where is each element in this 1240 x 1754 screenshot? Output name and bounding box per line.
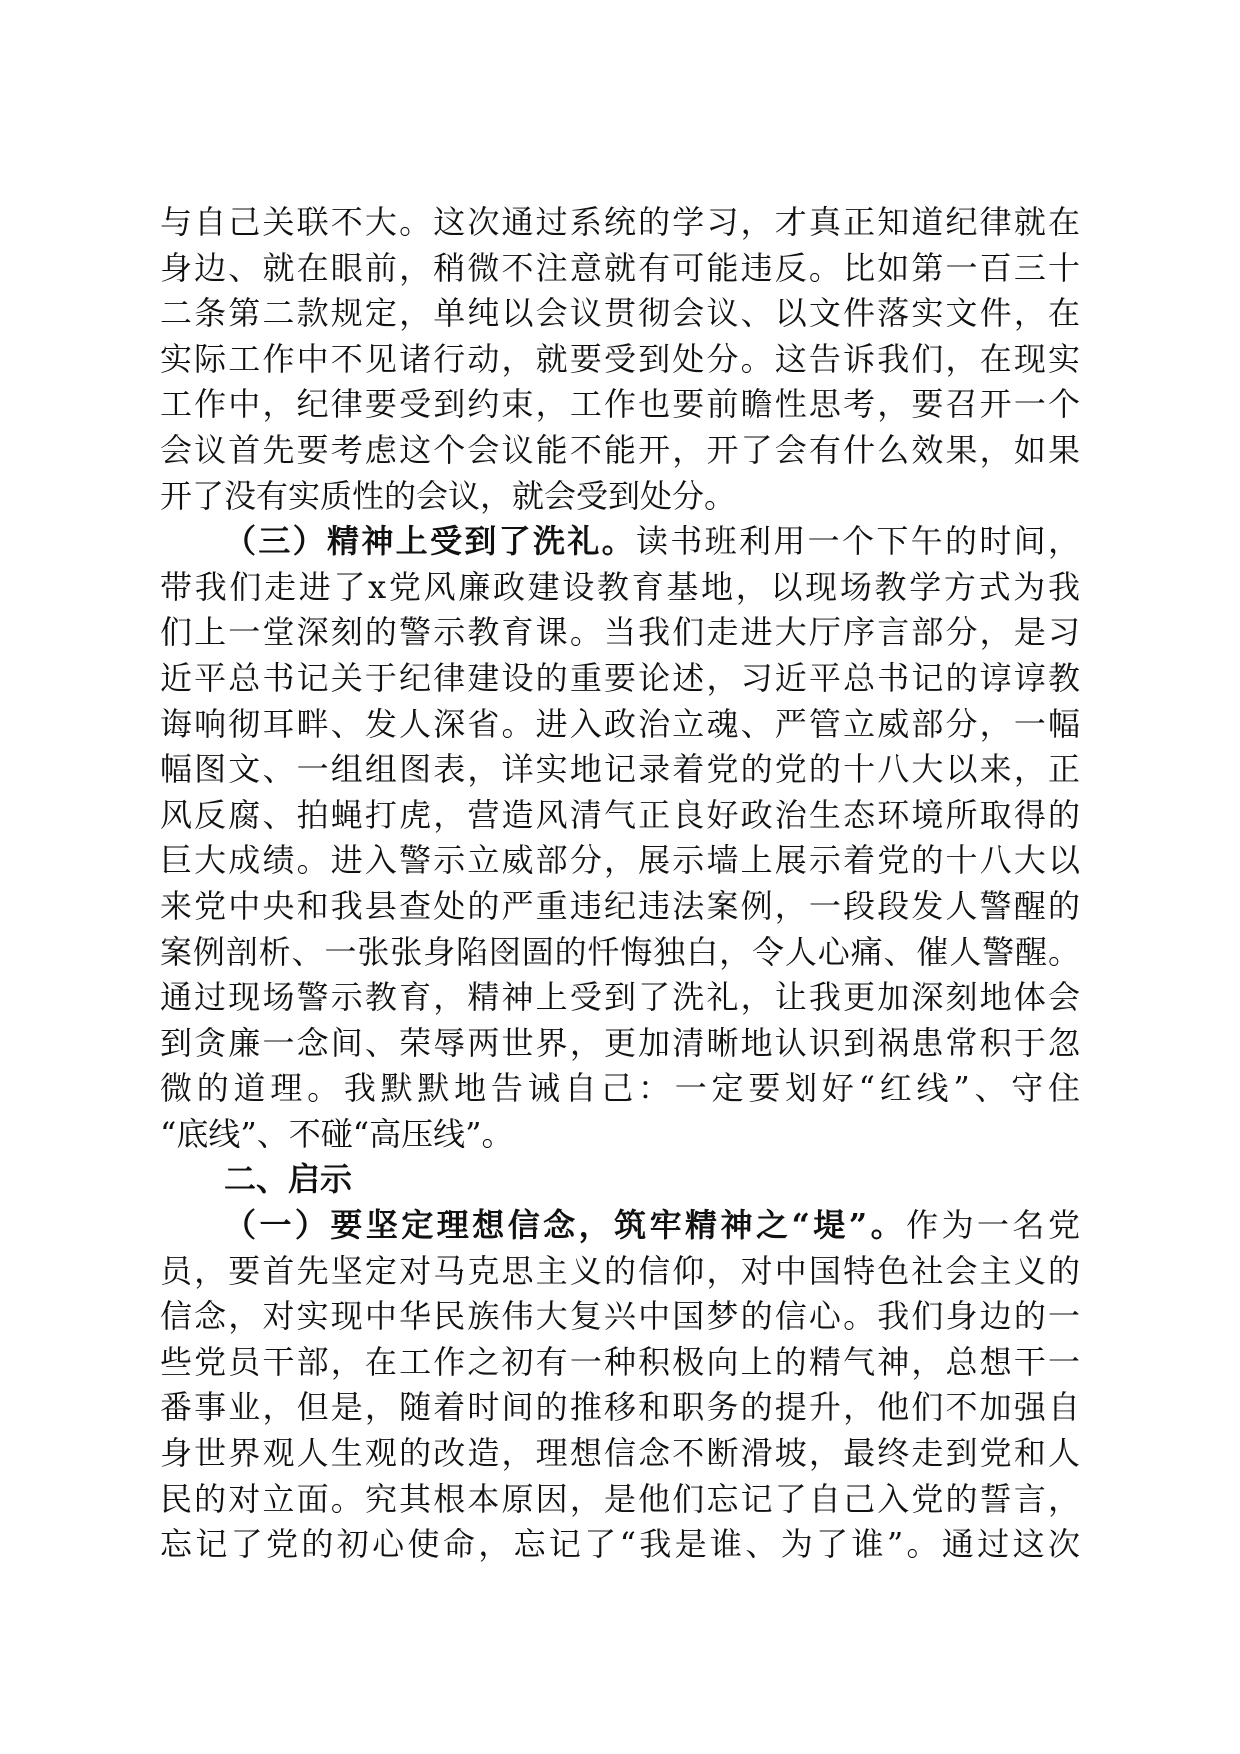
subsection-one-first-line xyxy=(160,1203,1080,1249)
paragraph-line: 风反腐、拍蝇打虎，营造风清气正良好政治生态环境所取得的 xyxy=(160,795,1080,834)
paragraph-line: 番事业，但是，随着时间的推移和职务的提升，他们不加强自 xyxy=(160,1388,1080,1427)
subsection-one-title: （一）要坚定理想信念，筑牢精神之“堤”。 xyxy=(224,1206,907,1245)
paragraph-line: 民的对立面。究其根本原因，是他们忘记了自己入党的誓言， xyxy=(160,1479,1080,1518)
paragraph-line: 与自己关联不大。这次通过系统的学习，才真正知道纪律就在 xyxy=(160,203,1080,241)
paragraph-line: 信念，对实现中华民族伟大复兴中国梦的信心。我们身边的一 xyxy=(160,1297,1080,1336)
paragraph-line: 忘记了党的初心使命，忘记了“我是谁、为了谁”。通过这次 xyxy=(160,1525,1080,1564)
paragraph-line: 员，要首先坚定对马克思主义的信仰，对中国特色社会主义的 xyxy=(160,1251,1080,1290)
section-heading: 二、启示 xyxy=(224,1160,353,1199)
paragraph-line: 身边、就在眼前，稍微不注意就有可能违反。比如第一百三十 xyxy=(160,248,1080,287)
paragraph-line: 身世界观人生观的改造，理想信念不断滑坡，最终走到党和人 xyxy=(160,1434,1080,1473)
section-three-text: 读书班利用一个下午的时间， xyxy=(636,522,1080,561)
paragraph-line: 工作中，纪律要受到约束，工作也要前瞻性思考，要召开一个 xyxy=(160,385,1080,424)
paragraph-line: 开了没有实质性的会议，就会受到处分。 xyxy=(160,476,737,515)
paragraph-line: 带我们走进了x党风廉政建设教育基地，以现场教学方式为我 xyxy=(160,567,1080,606)
paragraph-line: “底线”、不碰“高压线”。 xyxy=(160,1114,514,1153)
paragraph-line: 实际工作中不见诸行动，就要受到处分。这告诉我们，在现实 xyxy=(160,339,1080,378)
paragraph-line: 幅图文、一组组图表，详实地记录着党的党的十八大以来，正 xyxy=(160,750,1080,789)
paragraph-line: 些党员干部，在工作之初有一种积极向上的精气神，总想干一 xyxy=(160,1342,1080,1381)
paragraph-line: 诲响彻耳畔、发人深省。进入政治立魂、严管立威部分，一幅 xyxy=(160,704,1080,743)
paragraph-line: 来党中央和我县查处的严重违纪违法案例，一段段发人警醒的 xyxy=(160,886,1080,925)
paragraph-line: 到贪廉一念间、荣辱两世界，更加清晰地认识到祸患常积于忽 xyxy=(160,1023,1080,1062)
paragraph-line: 巨大成绩。进入警示立威部分，展示墙上展示着党的十八大以 xyxy=(160,841,1080,880)
paragraph-line: 近平总书记关于纪律建设的重要论述，习近平总书记的谆谆教 xyxy=(160,658,1080,697)
section-three-title: （三）精神上受到了洗礼。 xyxy=(224,522,636,561)
paragraph-line: 案例剖析、一张张身陷囹圄的忏悔独白，令人心痛、催人警醒。 xyxy=(160,932,1080,971)
paragraph-line: 二条第二款规定，单纯以会议贯彻会议、以文件落实文件，在 xyxy=(160,294,1080,333)
section-three-first-line xyxy=(160,519,1080,565)
subsection-one-text: 作为一名党 xyxy=(906,1206,1080,1245)
paragraph-line: 会议首先要考虑这个会议能不能开，开了会有什么效果，如果 xyxy=(160,430,1080,469)
paragraph-line: 微的道理。我默默地告诫自己：一定要划好“红线”、守住 xyxy=(160,1069,1080,1108)
paragraph-line: 通过现场警示教育，精神上受到了洗礼，让我更加深刻地体会 xyxy=(160,978,1080,1017)
paragraph-line: 们上一堂深刻的警示教育课。当我们走进大厅序言部分，是习 xyxy=(160,613,1080,652)
body-text xyxy=(160,200,1080,1568)
